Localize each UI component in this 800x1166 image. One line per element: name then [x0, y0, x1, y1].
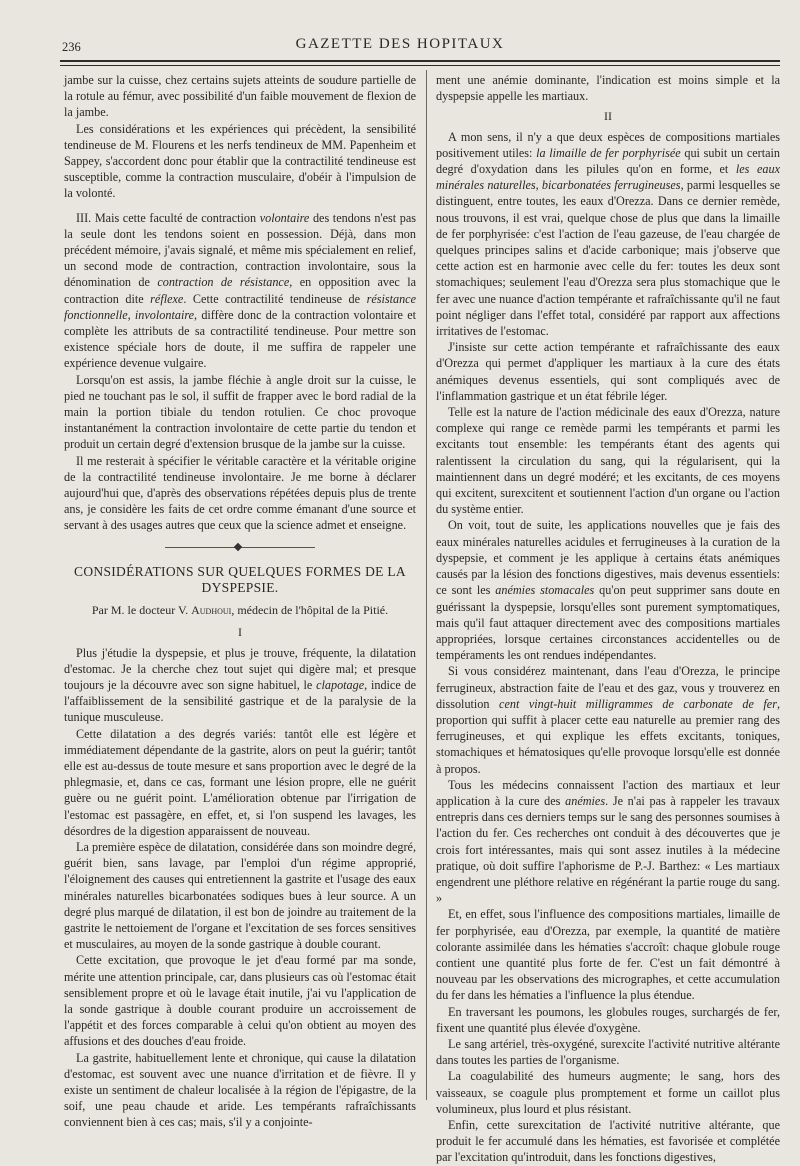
- header-rule: [60, 60, 780, 66]
- paragraph: Lorsqu'on est assis, la jambe fléchie à angle droit sur la cuisse, le pied ne touchant pas le sol, il suffit de frapper avec le bord radial de la main la portion tibiale du tendon rotulien. Ce choc provoque instantanément la contraction involontaire de cette partie du tendon et produit un certain degré d'extension brusque de la jambe sur la cuisse.: [64, 372, 416, 452]
- paragraph: Tous les médecins connaissent l'action des martiaux et leur application à la cure des anémies. Je n'ai pas à rappeler les travaux entrepris dans ces derniers temps sur le sang des personnes soumises à l'action du fer. Ces recherches ont conduit à des découvertes que je crois fort intéressantes, mais qui sont assez inutiles à la médecine pratique, où doit suffire l'aphorisme de P.-J. Barthez: « Les martiaux engendrent une pléthore relative en régénérant la partie rouge du sang. »: [436, 777, 780, 906]
- section-number: II: [604, 109, 612, 124]
- paragraph: Il me resterait à spécifier le véritable caractère et la véritable origine de la contractilité tendineuse involontaire. Je me borne à déclarer aujourd'hui que, d'après des observations répétées depuis plus de trente ans, je considère les faits de cet ordre comme émanant d'une source et servant à des usages autres que ceux que la science admet et enseigne.: [64, 453, 416, 533]
- paragraph: En traversant les poumons, les globules rouges, surchargés de fer, fixent une quantité plus élevée d'oxygène.: [436, 1004, 780, 1035]
- byline: Par M. le docteur V. Audhoui, médecin de l'hôpital de la Pitié.: [91, 603, 389, 618]
- paragraph: Cette excitation, que provoque le jet d'eau formé par ma sonde, mérite une attention principale, car, dans plusieurs cas où l'estomac était sensiblement propre et où le lavage était inutile, j'ai vu l'application de la sonde gastrique à double courant produire un accroissement de l'appétit et des forces comparable à celui qu'on obtient au moyen des affusions et des douches d'eau froide.: [64, 953, 416, 1049]
- paragraph: Si vous considérez maintenant, dans l'eau d'Orezza, le principe ferrugineux, abstraction faite de l'eau et des gaz, vous y trouverez en dissolution cent vingt-huit milligrammes de carbonate de fer, proportion qui suffit à placer cette eau naturelle au premier rang des ferrugineuses, et qui explique les effets excitants, toniques, stomachiques et hématosiques qu'elle provoque lorsqu'elle est donnée à propos.: [436, 664, 780, 776]
- paragraph: La coagulabilité des humeurs augmente; le sang, hors des vaisseaux, se coagule plus promptement et forme un caillot plus volumineux, plus lourd et plus résistant.: [436, 1069, 780, 1116]
- left-column: [64, 72, 416, 1131]
- paragraph: jambe sur la cuisse, chez certains sujets atteints de soudure partielle de la rotule au fémur, avec possibilité d'un faible mouvement de flexion de la jambe.: [64, 73, 416, 120]
- section-divider: [165, 544, 315, 550]
- paragraph: Plus j'étudie la dyspepsie, et plus je trouve, fréquente, la dilatation d'estomac. Je la cherche chez tout sujet qui digère mal; et presque toujours je la découvre avec son signe habituel, le clapotage, indice de l'affaiblissement de la sensibilité gastrique et de la paralysie de la tunique musculeuse.: [64, 645, 416, 725]
- paragraph: Le sang artériel, très-oxygéné, surexcite l'activité nutritive altérante dans toutes les parties de l'organisme.: [436, 1036, 780, 1068]
- paragraph: La première espèce de dilatation, considérée dans son moindre degré, guérit bien, sans lavage, par l'emploi d'un régime approprié, l'éloignement des causes qui entretiennent la gastrite et l'usage des eaux minérales naturelles bicarbonatées sodiques bues à leur source. A un degré plus marqué de dilatation, il est bon de joindre au traitement de la gastrite le nettoiement de l'organe et l'excitation de ses forces sensitives et musculaires, au moyen de la sonde gastrique à double courant.: [64, 839, 416, 952]
- paragraph: ment une anémie dominante, l'indication est moins simple et la dyspepsie appelle les martiaux.: [436, 73, 780, 104]
- paragraph: La gastrite, habituellement lente et chronique, qui cause la dilatation d'estomac, est souvent avec une nuance d'irritation et de fièvre. Il y existe un sentiment de chaleur localisée à la région de l'épigastre, de la soif, une peau chaude et aride. Les tempérants rafraîchissants conviennent bien à ces cas; mais, s'il y a conjointe-: [64, 1050, 416, 1130]
- right-column: [436, 72, 780, 1166]
- paragraph: Et, en effet, sous l'influence des compositions martiales, limaille de fer porphyrisée, eau d'Orezza, par exemple, la quantité de matière colorante assimilée dans les hématies s'accroît: chaque globule rouge contient une quantité plus forte de fer. C'est un fait démontré à nouveau par les observations des micrographes, et cette accumulation du fer dans les hématies a l'influence la plus étendue.: [436, 907, 780, 1003]
- running-title: GAZETTE DES HOPITAUX: [295, 36, 505, 52]
- paragraph: On voit, tout de suite, les applications nouvelles que je fais des eaux minérales naturelles acidules et ferrugineuses à la curation de la dyspepsie, et comment je les applique à certains états anémiques causés par la lésion des fonctions digestives, mais devenus essentiels: ce sont les anémies stomacales qu'on peut supprimer sans doute en guérissant la dyspepsie, lorsqu'elles sont purement symptomatiques, mais qu'il faut attaquer directement avec des compositions martiales appropriées, lorsque certaines circonstances accidentelles ou de tempéraments les ont rendues indépendantes.: [436, 518, 780, 663]
- column-divider: [426, 70, 427, 1100]
- paragraph: Enfin, cette surexcitation de l'activité nutritive altérante, que produit le fer accumulé dans les hématies, est favorisée et complétée par l'excitation qu'introduit, dans les fonctions digestives,: [436, 1118, 780, 1165]
- paragraph: A mon sens, il n'y a que deux espèces de compositions martiales positivement utiles: la limaille de fer porphyrisée qui subit un certain degré d'oxydation dans les pilules qu'on en forme, et les eaux minérales naturelles, bicarbonatées ferrugineuses, parmi lesquelles se distinguent, entre toutes, les eaux d'Orezza. Dans ce dernier remède, nous trouvons, il est vrai, quelque chose de plus que dans la limaille de fer porphyrisée: c'est l'action de l'eau gazeuse, de l'eau chargée de quelques principes salins et d'acide carbonique; mais j'observe que cette action est en harmonie avec celle du fer: toutes les deux sont stomachiques; seulement l'eau d'Orezza sera plus stomachique que le fer avec une nuance d'action tempérante et rafraîchissante qu'il ne faut point négliger dans l'effet total, considéré par rapport aux affections irritatives de l'estomac.: [436, 129, 780, 339]
- diamond-ornament-icon: [234, 542, 242, 550]
- paragraph: J'insiste sur cette action tempérante et rafraîchissante des eaux d'Orezza qui permet d'appliquer les martiaux à la cure des états anémiques devenus essentiels, qui sont compliqués avec de l'inflammation gastrique et un état fébrile léger.: [436, 340, 780, 403]
- section-number: I: [238, 625, 242, 640]
- paragraph: III. Mais cette faculté de contraction volontaire des tendons n'est pas la seule dont les tendons soient en possession. Déjà, dans mon précédent mémoire, j'avais signalé, et même mis spécialement en relief, un second mode de contraction, contraction involontaire, sous la dénomination de contraction de résistance, en opposition avec la contraction dite réflexe. Cette contractilité tendineuse de résistance fonctionnelle, involontaire, diffère donc de la contraction volontaire et complète les attributs de sa contractilité tendineuse. Pour mettre son existence spéciale hors de doute, il me suffira de rappeler une expérience devenue vulgaire.: [64, 210, 417, 371]
- page-number: 236: [62, 40, 81, 54]
- article-title: CONSIDÉRATIONS SUR QUELQUES FORMES DE LA DYSPEPSIE.: [74, 563, 406, 595]
- paragraph: Telle est la nature de l'action médicinale des eaux d'Orezza, nature complexe qui range ce remède parmi les tempérants et parmi les excitants tout ensemble: les tempérants étant des agents qui ralentissent la circulation du sang, qui la régularisent, qui la maintiennent dans un degré modéré; et les excitants, de ces moyens qui excitent, surexcitent et soutiennent l'action d'un organe ou l'action du système entier.: [436, 405, 780, 517]
- paragraph: Les considérations et les expériences qui précèdent, la sensibilité tendineuse de M. Flourens et les nerfs tendineux de MM. Papenheim et Sappey, s'accordent donc pour établir que la contractilité tendineuse est susceptible, comme la contraction musculaire, d'obéir à l'impulsion de la volonté.: [64, 121, 416, 201]
- paragraph: Cette dilatation a des degrés variés: tantôt elle est légère et immédiatement dépendante de la gastrite, alors on peut la guérir; tantôt elle est au-dessus de toute mesure et sans proportion avec le degré de la phlegmasie, et, dans ce cas, formant une lésion propre, elle ne guérit guère ou ne guérit point. L'amélioration obtenue par l'irrigation de l'estomac est passagère, en effet, et, si l'on suspend les lavages, les désordres de la digestion apparaissent de nouveau.: [64, 726, 416, 838]
